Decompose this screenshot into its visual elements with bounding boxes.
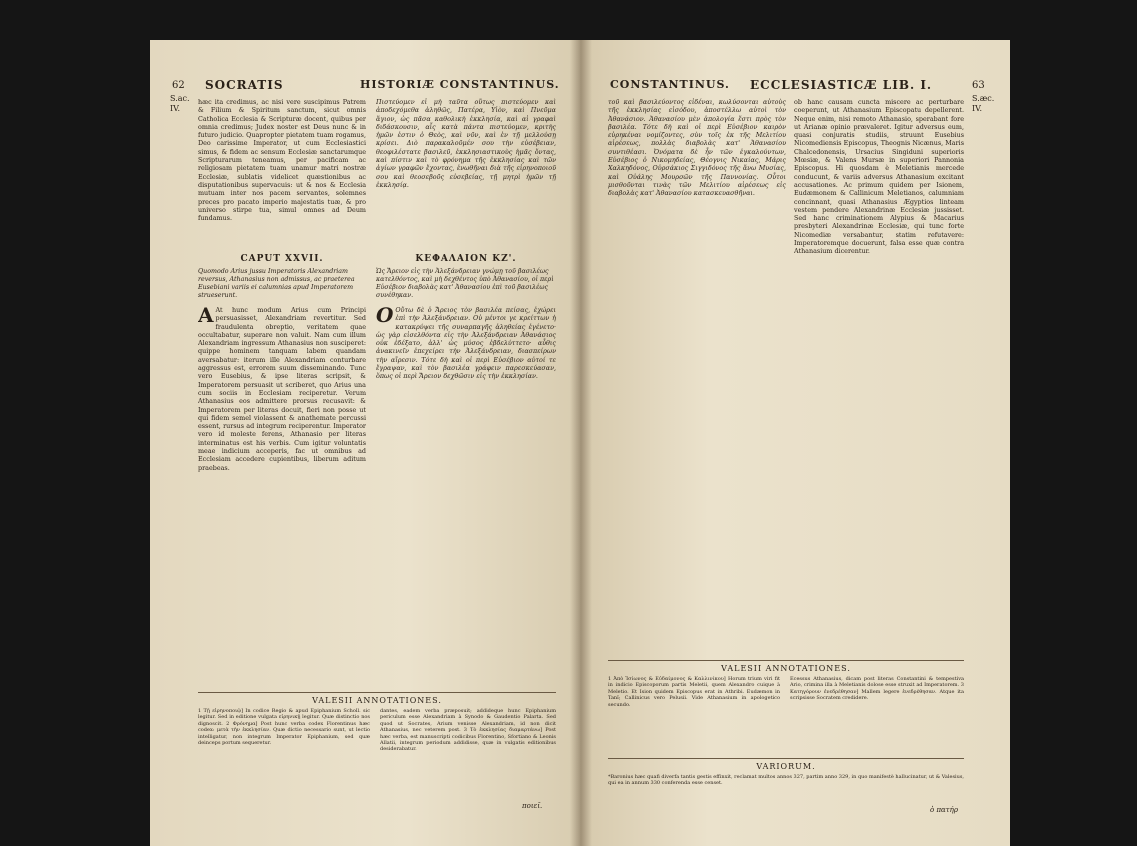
right-notes-rule	[608, 660, 964, 661]
dropcap-greek: O	[376, 306, 394, 327]
right-margin-note: S.æc. IV.	[972, 94, 995, 113]
left-latin-top: hæc ita credimus, ac nisi vere suscipimus Patrem & Filium & Spiritum sanctum, sicut omnis Catholica Ecclesia & Scripturæ docent, quibus per omnia credimus; Judex noster est Deus nunc & in futuro judicio. Quapropter pietatem tuam rogamus, Deo carissime Imperator, ut cum Ecclesiastici simus, & fidem ac sensum Ecclesiæ sanctarumque Scripturarum teneamus, per pacificam ac religiosam pietatem tuam unamur matri nostræ Ecclesiæ, sublatis videlicet quæstionibus ac disputationibus supervacuis: ut & nos & Ecclesia mutuam inter nos pacem servantes, solemnes preces pro pacato imperio majestatis tuæ, & pro universo stirpe tua, simul omnes ad Deum fundamus.	[198, 98, 366, 223]
left-page-number: 62	[172, 80, 185, 91]
right-greek-body: τοῦ καὶ βασιλεύοντος εἰδέναι, κωλύσονται αὐτοὺς τῆς ἐκκλησίας εἰσόδου, ἀποστέλλω αὐτοὶ τὸν Ἀθανάσιον. Ἀθανασίου μὲν ἀπολογία ἔστι πρὸς τὸν βασιλέα. Τότε δὴ καὶ οἱ περὶ Εὐσέβιον καιρὸν εὑρηκέναι νομίζοντες, σὺν τοῖς ἐκ τῆς Μελιτίου αἱρέσεως, πολλὰς διαβολὰς κατ' Ἀθανασίου συντιθέασι. Ὀνόματα δὲ ἦν τῶν ἐγκαλούντων, Εὐσέβιος ὁ Νικομηδείας, Θέογνις Νικαίας, Μάρις Χαλκηδόνος, Οὐρσάκιος Σιγγιδόνος τῆς ἄνω Μυσίας, καὶ Οὐάλης Μουρσῶν τῆς Παννονίας. Οὗτοι μισθοῦνται τινὰς τῶν Μελιτίου αἱρέσεως εἰς διαβολὰς κατ' Ἀθανασίου κατασκευασθῆναι.	[608, 98, 786, 198]
chapter-summary-latin: Quomodo Arius jussu Imperatoris Alexandriam reversus, Athanasius non admissus, ac praeterea Eusebiani variis ei calumnias apud Imperatorem strueserunt.	[198, 268, 355, 299]
right-notes-col-1: 1 Ἀπὸ Ἰσίωνος & Εὐδαίμονος & Καλλινίκου] Horum trium viri fit in indicio Episcoporum partis Meletii, quem Alexandro cuique à Meletio. Et Ision quidem Episcopus erat in Athribi. Eudæmon in Tanî; Callinicus vero Pelusii. Vide Athanasium in apologetico secundo.	[608, 676, 780, 708]
right-catchword: ὁ πατήρ	[930, 806, 958, 814]
left-greek-body-text: Οὕτω δὲ ὁ Ἄρειος τὸν βασιλέα πείσας, ἐχώρει ἐπὶ τὴν Ἀλεξάνδρειαν. Οὐ μέντοι γε κρείττων ἡ κατακρύψει τῆς συναρπαγῆς ἀληθείας ἐγένετο· ὡς γὰρ εἰσελθόντα εἰς τὴν Ἀλεξάνδρειαν Ἀθανάσιος οὐκ ἐδέξατο, ἀλλ' ὡς μύσος ἐβδελύττετο· αὖθις ἀνακινεῖν ἐπεχείρει τὴν Ἀλεξάνδρειαν, διασπείρων τὴν αἵρεσιν. Τότε δὴ καὶ οἱ περὶ Εὐσέβιον αὐτοί τε ἔγραψαν, καὶ τὸν βασιλέα γράφειν παρεσκεύασαν, ὅπως οἱ περὶ Ἄρειον δεχθῶσιν εἰς τὴν ἐκκλησίαν.	[376, 306, 556, 381]
right-notes-title: VALESII ANNOTATIONES.	[721, 664, 851, 673]
left-notes-col-1: 1 Τῇ εἰρηνοποιῷ] In codice Regio & apud Epiphanium Scholl. sic legitur. Sed in editione vulgata εἰρηνικῇ legitur. Quæ distinctio nos dignoscit. 2 Φρόνημα] Post hunc verba codex Florentinus hæc codex: μετὰ τὴν ἐκκλησίαν. Quæ dictio necessario sunt, ut lectio intelligatur, non integrum Imperator Epiphanium, sed quæ deinceps portum sequeretur.	[198, 708, 370, 747]
right-latin-body: ob hanc causam cuncta miscere ac perturbare coeperunt, ut Athanasium Episcopatu depellerent. Neque enim, nisi remoto Athanasio, sperabant fore ut Arianæ opinio prævaleret. Igitur adversus eum, quasi conjuratis studiis, struunt Eusebius Nicomediensis Episcopus, Theognis Nicænus, Maris Chalcedonensis, Ursacius Singiduni superioris Mœsiæ, & Valens Mursæ in superiori Pannonia Episcopus. Hi quosdam è Meletianis mercede conducunt, & variis adversus Athanasium excitant accusationes. Ac primum quidem per Isionem, Eudæmonem & Callinicum Meletianos, calumniam concinnant, quasi Athanasius Ægyptios linteam vestem pendere Alexandrinæ Ecclesiæ jussisset. Sed hanc criminationem Alypius & Macarius presbyteri Alexandrinæ Ecclesiæ, qui tunc forte Nicomediæ versabantur, statim refutavere: Imperatoremque docuerunt, falsa esse quæ contra Athanasium dicerentur.	[794, 98, 964, 256]
left-catchword: ποιεῖ.	[522, 802, 543, 810]
chapter-heading-latin: CAPUT XXVII.	[240, 254, 324, 264]
right-notes-col-2: Ecessus Athanasius, dicam post literas Constantini & tempestiva Ario, crimina illa à Meletianis dolose esse struxit ad Imperatorem. 3 Κατηγόρουν ἐνεδρέθησαν] Mallem legere ἐνεδρέθησαν. Atque ita scripsisse Socratem credidere.	[790, 676, 964, 702]
left-margin-note: S.ac. IV.	[170, 94, 190, 113]
book-gutter	[570, 40, 592, 846]
left-notes-title: VALESII ANNOTATIONES.	[312, 696, 442, 705]
right-running-head-right: ECCLESIASTICÆ LIB. I.	[750, 78, 933, 92]
variorum-title: VARIORUM.	[756, 762, 816, 771]
right-page	[580, 40, 1010, 846]
left-greek-body	[376, 306, 556, 686]
variorum-text: *Baronius hæc quafi diverfa tantis gestis effinxit, reclamat multos annos 327, partim anno 329, in quo manifestè hallucinatur, ut & Valesius, qui ea in annum 330 conferenda esse censet.	[608, 774, 964, 787]
left-latin-body	[198, 306, 366, 686]
dropcap: A	[198, 306, 214, 327]
left-running-head-greek: HISTORIÆ CONSTANTINUS.	[360, 78, 560, 91]
variorum-rule	[608, 758, 964, 759]
chapter-summary-greek: Ὡς Ἄρειον εἰς τὴν Ἀλεξάνδρειαν γνώμῃ τοῦ βασιλέως κατελθόντος, καὶ μὴ δεχθέντος ὑπὸ Ἀθανασίου, οἱ περὶ Εὐσέβιον διαβολὰς κατ' Ἀθανασίου ἐπὶ τοῦ βασιλέως συνέθηκαν.	[376, 268, 554, 299]
right-page-number: 63	[972, 80, 985, 91]
left-latin-body-text: At hunc modum Arius cum Principi persuasisset, Alexandriam revertitur. Sed fraudulenta obreptio, veritatem quae occultabatur, superare non valuit. Nam cum illum Alexandriam ingressum Athanasius non susciperet: quippe hominem tanquam labem quandam aversabatur: iterum ille Alexandriam conturbare aggressus est, errorem suum disseminando. Tunc vero Eusebius, & ipse literas scripsit, & Imperatorem persuasit ut scriberet, quo Arius una cum sociis in Ecclesiam reciperetur. Verum Athanasius eos admittere prorsus recusavit: & Imperatorem per literas docuit, fieri non posse ut qui fidem semel violassent & anathemate percussi essent, rursus ad integrum reciperentur. Imperator vero id moleste ferens, Athanasio per literas interminatus est his verbis. Cum igitur voluntatis meae indicium acceperis, fac ut omnibus ad Ecclesiam accedere cupientibus, liberum aditum praebeas.	[198, 306, 366, 472]
left-page	[150, 40, 580, 846]
left-notes-rule	[198, 692, 556, 693]
chapter-heading-greek: ΚΕΦΑΛΑΙΟΝ ΚΖ'.	[415, 254, 517, 264]
left-running-head-latin: SOCRATIS	[205, 78, 284, 92]
left-greek-top: Πιστεύομεν εἰ μὴ ταῦτα οὕτως πιστεύομεν καὶ ἀποδεχόμεθα ἀληθῶς, Πατέρα, Υἱὸν, καὶ Πνεῦμα ἅγιον, ὡς πᾶσα καθολικὴ ἐκκλησία, καὶ αἱ γραφαὶ διδάσκουσιν, αἷς κατὰ πάντα πιστεύομεν, κριτὴς ἡμῶν ἐστιν ὁ Θεὸς, καὶ νῦν, καὶ ἐν τῇ μελλούσῃ κρίσει. Διὸ παρακαλοῦμέν σου τὴν εὐσέβειαν, θεοφιλέστατε βασιλεῦ, ἐκκλησιαστικοὺς ἡμᾶς ὄντας, καὶ πίστιν καὶ τὸ φρόνημα τῆς ἐκκλησίας καὶ τῶν ἁγίων γραφῶν ἔχοντας, ἑνωθῆναι διὰ τῆς εἰρηνοποιοῦ σου καὶ θεοσεβοῦς εὐσεβείας, τῇ μητρὶ ἡμῶν τῇ ἐκκλησίᾳ.	[376, 98, 556, 189]
right-running-head-left: CONSTANTINUS.	[610, 78, 730, 91]
left-notes-col-2: dantes, eadem verba præposuit; addideque hunc Epiphanium periculum esse Alexandriam à Synodo & Gaudentio Palarta. Sed quod ut Socrates, Arium venisse Alexandriam, id non dicit Athanasius, nec veterem post. 3 Τὸ ἐκκλησίας διαμαρτάνω] Post hæc verba, est manuscripti codicibus Florentino, Sfortiano & Leonis Allatii, integrum periodum addidisse, quæ in vulgatis editionibus desiderabatur.	[380, 708, 556, 753]
